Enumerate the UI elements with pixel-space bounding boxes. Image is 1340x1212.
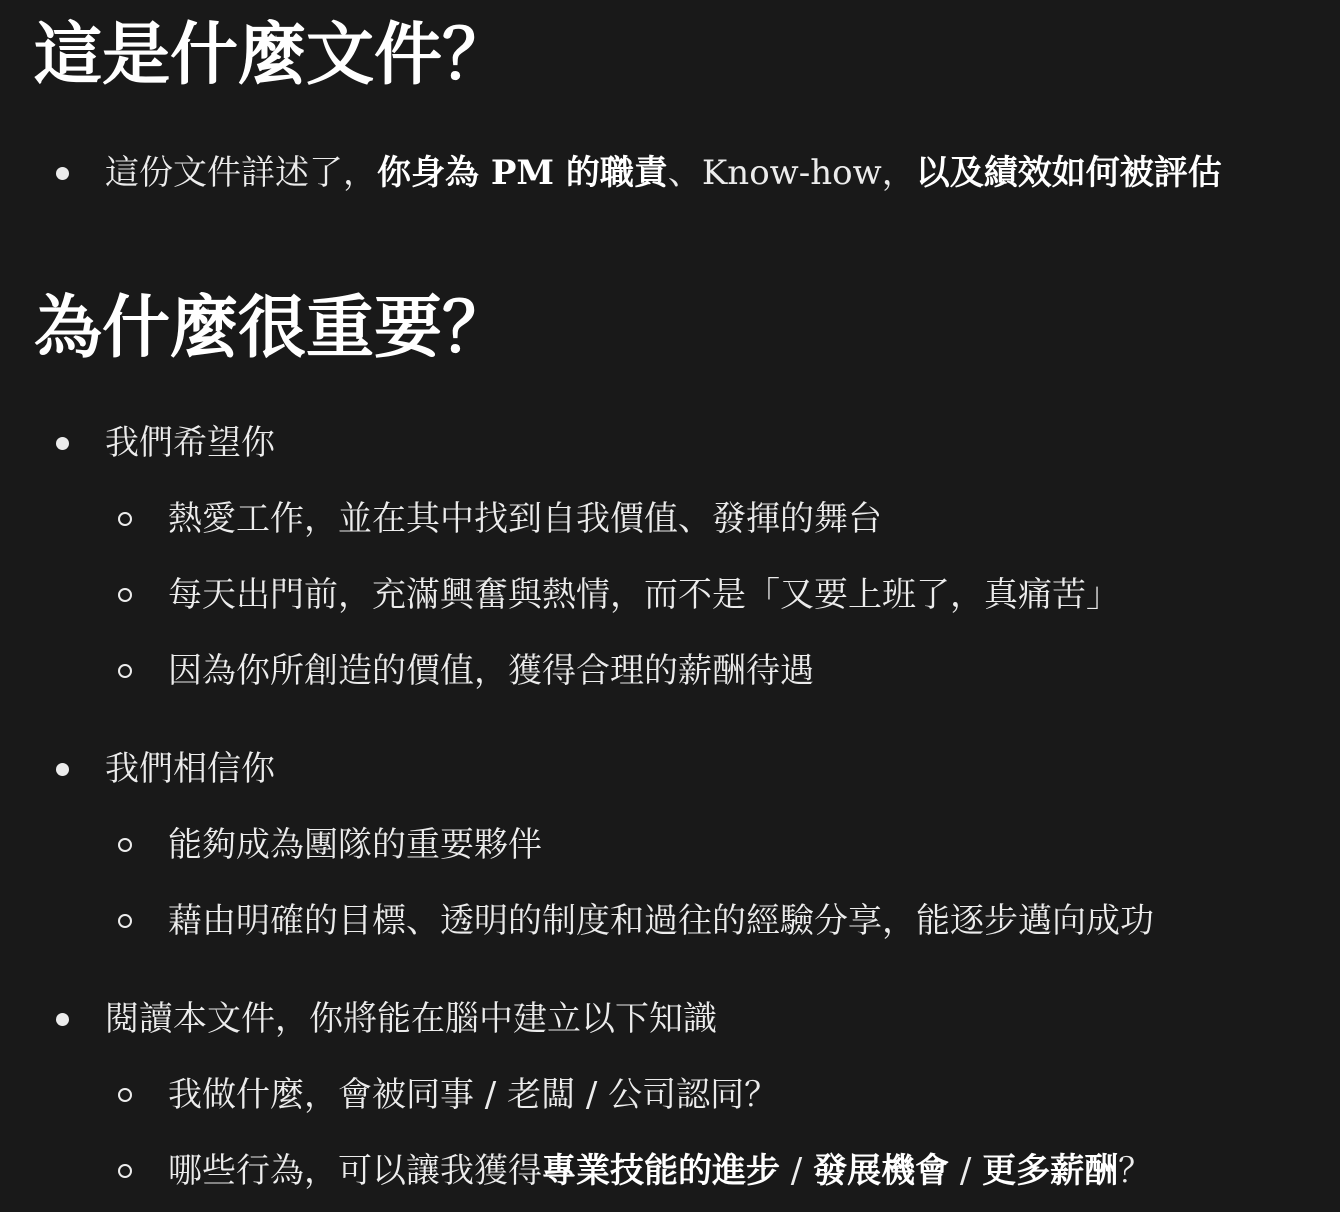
bullet-dot-icon — [56, 437, 69, 450]
behaviors-bold-opportunity: 發展機會 — [813, 1151, 950, 1191]
list-item-reading-this-document — [105, 997, 717, 1041]
bullet-circle-icon — [118, 1088, 132, 1102]
behaviors-separator: / — [949, 1151, 983, 1191]
behaviors-bold-skills: 專業技能的進步 — [542, 1151, 780, 1191]
sub-list-item-text: 熱愛工作，並在其中找到自我價值、發揮的舞台 — [168, 499, 882, 539]
bullet-circle-icon — [118, 1164, 132, 1178]
heading-what-is-this-document: 這是什麼文件？ — [34, 16, 511, 95]
sub-list-item — [168, 1073, 778, 1117]
bullet-circle-icon — [118, 664, 132, 678]
bullet-dot-icon — [56, 167, 69, 180]
sub-list-item-behaviors — [168, 1149, 1152, 1193]
behaviors-bold-salary: 更多薪酬 — [982, 1151, 1119, 1191]
sub-list-item — [168, 649, 814, 693]
list-item-label: 我們希望你 — [105, 423, 275, 463]
description-bold-1: 你身為 — [377, 153, 479, 193]
bullet-circle-icon — [118, 588, 132, 602]
description-text-2: 、Know-how， — [667, 153, 916, 193]
behaviors-question-mark: ？ — [1118, 1151, 1153, 1191]
behaviors-separator: / — [780, 1151, 814, 1191]
behaviors-text-1: 哪些行為，可以讓我獲得 — [168, 1151, 542, 1191]
list-item-we-hope — [105, 421, 275, 465]
sub-list-item-text: 藉由明確的目標、透明的制度和過往的經驗分享，能逐步邁向成功 — [168, 901, 1154, 941]
list-item-label: 我們相信你 — [105, 749, 275, 789]
sub-list-item-text: 我做什麼，會被同事 / 老闆 / 公司認同？ — [168, 1075, 779, 1115]
bullet-circle-icon — [118, 914, 132, 928]
sub-list-item — [168, 573, 1120, 617]
description-bold-3: 以及績效如何被評估 — [915, 153, 1222, 193]
sub-list-item — [168, 497, 882, 541]
description-bold-pm: PM — [479, 153, 566, 193]
description-text-1: 這份文件詳述了， — [105, 153, 377, 193]
list-item-we-believe — [105, 747, 275, 791]
list-item-label: 閱讀本文件，你將能在腦中建立以下知識 — [105, 999, 717, 1039]
sub-list-item-text: 因為你所創造的價值，獲得合理的薪酬待遇 — [168, 651, 814, 691]
sub-list-item-text: 每天出門前，充滿興奮與熱情，而不是「又要上班了，真痛苦」 — [168, 575, 1120, 615]
bullet-dot-icon — [56, 763, 69, 776]
heading-why-important: 為什麼很重要？ — [34, 289, 511, 368]
bullet-circle-icon — [118, 512, 132, 526]
bullet-circle-icon — [118, 838, 132, 852]
bullet-dot-icon — [56, 1013, 69, 1026]
sub-list-item — [168, 899, 1154, 943]
description-bold-2: 的職責 — [565, 153, 668, 193]
sub-list-item — [168, 823, 542, 867]
sub-list-item-text: 能夠成為團隊的重要夥伴 — [168, 825, 542, 865]
list-item-document-description — [105, 151, 1222, 195]
